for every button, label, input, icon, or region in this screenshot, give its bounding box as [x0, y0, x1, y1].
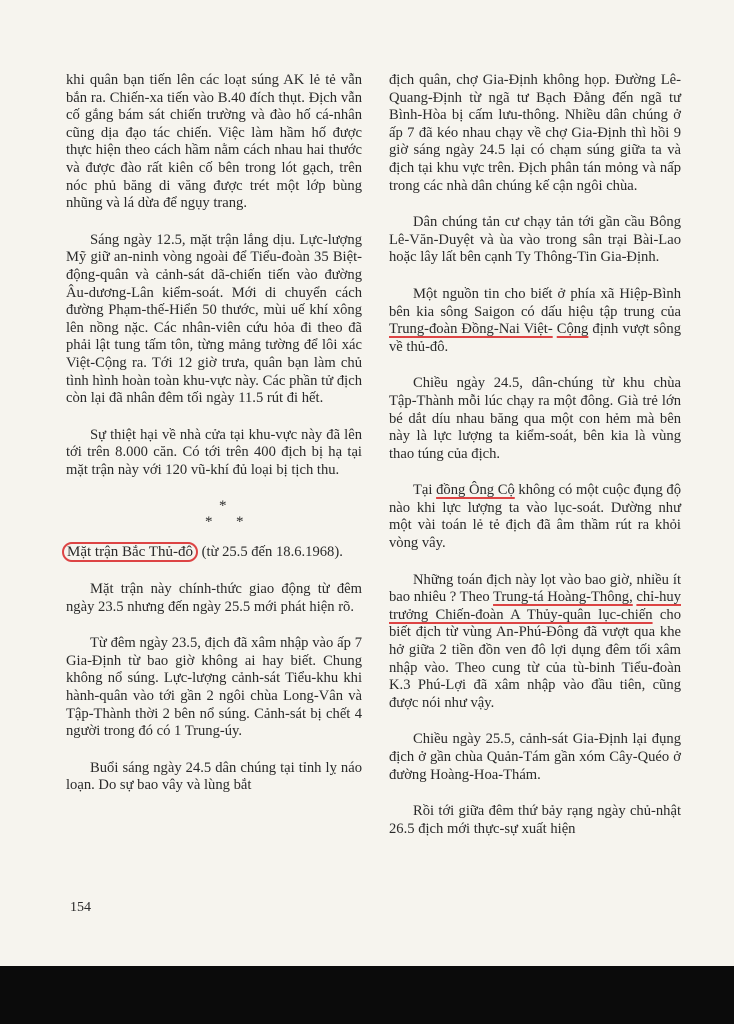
section-heading-marked: Mặt trận Bắc Thủ-đô: [62, 542, 198, 562]
right-paragraph-6-text-c: cho biết địch từ vùng An-Phú-Đông đã vượt qua khe hở giữa 2 tiền đồn ven đô lợi dụng đêm tối xâm nhập vào. Theo cung từ của tù-binh Tiểu-đoàn K.3 Phú-Lợi đã xâm nhập vào đầu tiên, cũng được nói như vậy.: [389, 606, 681, 711]
right-paragraph-6-text-a: Những toán địch này lọt vào bao giờ, nhiều ít bao nhiêu ? Theo: [389, 571, 681, 606]
right-paragraph-2: Dân chúng tản cư chạy tản tới gần cầu Bông Lê-Văn-Duyệt và ùa vào trong sân trại Bài-Lao hoặc lây lất bên cạnh Ty Thông-Tin Gia-Định.: [389, 214, 681, 266]
right-column: [389, 72, 681, 857]
section-divider-stars: [66, 498, 362, 534]
left-paragraph-2: Sáng ngày 12.5, mặt trận lắng dịu. Lực-lượng Mỹ giữ an-ninh vòng ngoài để Tiểu-đoàn 35 Biệt-động-quân và cảnh-sát dã-chiến tiến vào đường Âu-dương-Lân kiểm-soát. Mới di chuyển cách đường Phạm-thế-Hiển 50 thước, mùi uế khí xông lên nồng nặc. Các nhân-viên cứu hỏa đi theo đã phải lật tung tấm tôn, từng mảng tường để lôi xác Việt-Cộng ra. Tới 12 giờ trưa, quân bạn làm chủ tình hình hoàn toàn khu-vực này. Các phần tử địch còn lại đã nhân đêm tối ngày 11.5 rút đi hết.: [66, 231, 362, 407]
right-paragraph-6: [389, 572, 681, 713]
left-paragraph-1: khi quân bạn tiến lên các loạt súng AK lẻ tẻ vẫn bắn ra. Chiến-xa tiến vào B.40 đích thụt. Địch vẫn cố gắng bám sát chiến trường và đào hố cá-nhân cũng dịa đạo tác chiến. Việc làm hầm hố được thực hiện theo cách hầm nằm cách nhau hai thước và được đào rất kiên cố bên trong lót gạch, trên nóc phủ băng di văng được trét một lớp bùng nhũng và lá dừa để ngụy trang.: [66, 72, 362, 212]
underlined-regiment: Trung-đoàn Đồng-Nai Việt-: [389, 321, 553, 338]
right-paragraph-8: Rồi tới giữa đêm thứ bảy rạng ngày chủ-nhật 26.5 địch mới thực-sự xuất hiện: [389, 803, 681, 837]
right-paragraph-5-text-a: Tại: [413, 482, 437, 499]
star-1: *: [219, 498, 227, 515]
right-paragraph-7: Chiều ngày 25.5, cảnh-sát Gia-Định lại đụng địch ở gần chùa Quản-Tám gần xóm Cây-Quéo ở đường Hoàng-Hoa-Thám.: [389, 731, 681, 783]
underlined-command: chỉ-huy trưởng Chiến-đoàn A Thủy-quân lục-chiến: [389, 589, 681, 623]
right-paragraph-3-text-a: Một nguồn tin cho biết ở phía xã Hiệp-Bình bên kia sông Saigon có dấu hiệu tập trung của: [389, 285, 681, 320]
section-heading-dates: (từ 25.5 đến 18.6.1968).: [197, 544, 343, 561]
section-heading: [66, 544, 362, 562]
right-paragraph-1: địch quân, chợ Gia-Định không họp. Đường Lê-Quang-Định từ ngã tư Bạch Đằng đến ngã tư Bình-Hòa bị cấm lưu-thông. Nhiều dân chúng ở ấp 7 đã kéo nhau chạy về chợ Gia-Định thì hồi 9 giờ sáng ngày 24.5 lại có chạm súng giữa ta và địch tại khu vực trên. Địch phân tán mỏng và nấp trong các nhà dân chúng kế cận ngôi chùa.: [389, 72, 681, 194]
right-paragraph-3-text-c: định vượt sông về thủ-đô.: [389, 321, 681, 355]
right-paragraph-5-text-b: không có một cuộc đụng độ nào khi lực lượng ta vào lục-soát. Dường như một vài toán lẻ tẻ địch đã âm thầm rút ra khỏi vòng vây.: [389, 482, 681, 552]
right-paragraph-5: [389, 482, 681, 552]
left-paragraph-3: Sự thiệt hại về nhà cửa tại khu-vực này đã lên tới trên 8.000 căn. Có tới trên 400 địch bị hạ tại mặt trận này với 120 vũ-khí đủ loại bị tịch thu.: [66, 426, 362, 478]
page-number: 154: [70, 900, 91, 915]
left-paragraph-5: Từ đêm ngày 23.5, địch đã xâm nhập vào ấp 7 Gia-Định từ bao giờ không ai hay biết. Chung không nổ súng. Lực-lượng cảnh-sát Tiểu-khu khi hành-quân vào tới gần 2 ngôi chùa Long-Vân và Tập-Thành thời 2 bên nổ súng. Cảnh-sát bị chết 4 người trong đó có 1 Trung-úy.: [66, 635, 362, 740]
left-paragraph-4: Mặt trận này chính-thức giao động từ đêm ngày 23.5 nhưng đến ngày 25.5 mới phát hiện rõ.: [66, 581, 362, 615]
scan-edge-bar: [0, 966, 734, 1024]
right-paragraph-4: Chiều ngày 24.5, dân-chúng từ khu chùa Tập-Thành mỗi lúc chạy ra một đông. Già trẻ lớn bé dắt díu nhau băng qua một con hẻm mà bên này là lực lượng ta kiểm-soát, bên kia là vùng thao túng của địch.: [389, 375, 681, 462]
star-3: *: [236, 514, 244, 531]
left-paragraph-6: Buổi sáng ngày 24.5 dân chúng tại tỉnh lỵ náo loạn. Do sự bao vây và lùng bắt: [66, 759, 362, 794]
underlined-location: đồng Ông Cộ: [436, 482, 515, 499]
right-paragraph-3: [389, 286, 681, 356]
star-2: *: [205, 514, 213, 531]
underlined-officer: Trung-tá Hoàng-Thông,: [493, 589, 633, 606]
left-column: [66, 72, 362, 814]
underlined-cong: Cộng: [556, 321, 589, 338]
